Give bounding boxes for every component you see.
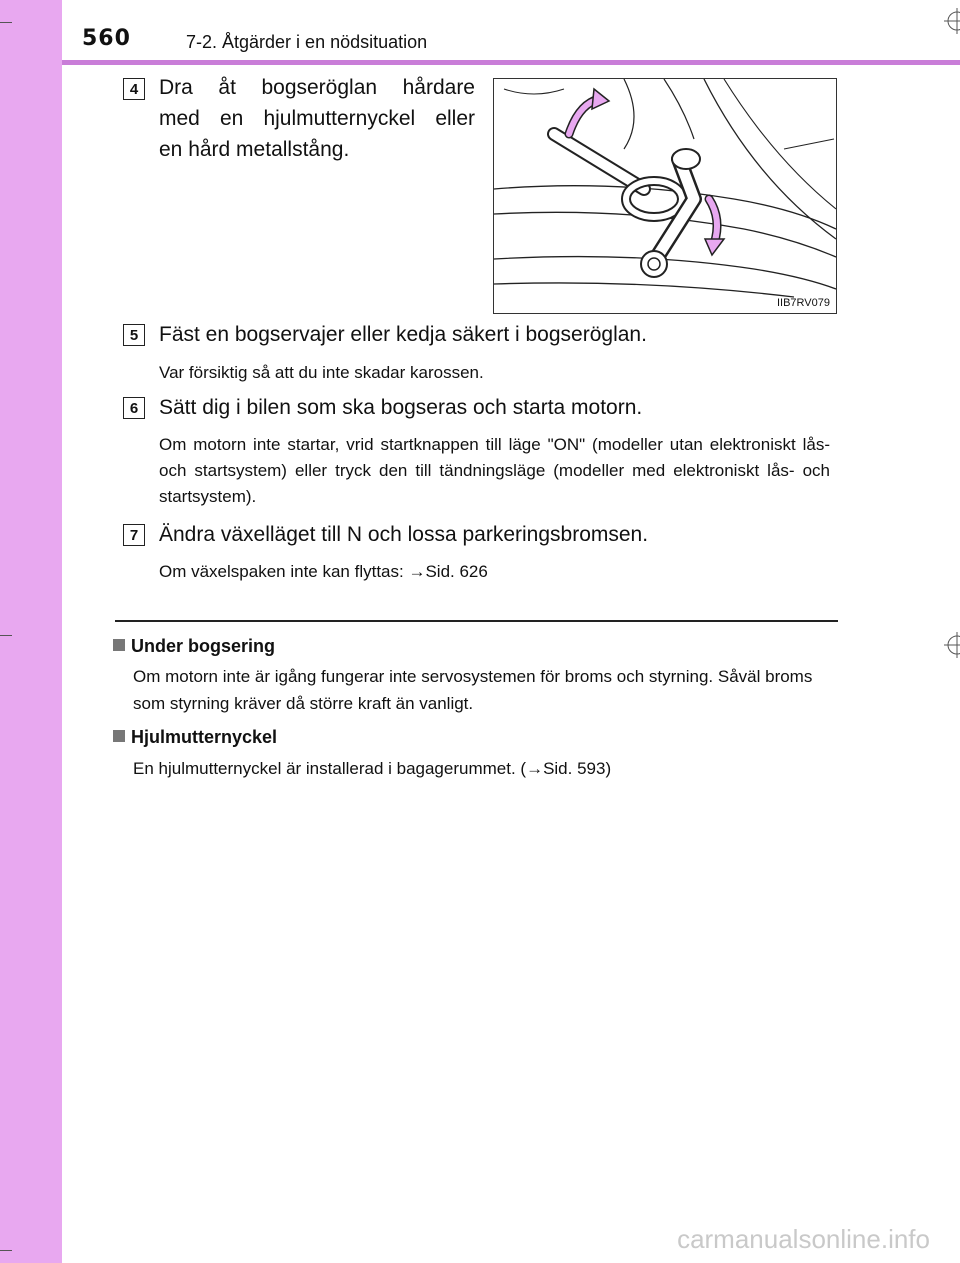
header-area bbox=[0, 0, 960, 60]
note-heading-under-bogsering bbox=[113, 636, 275, 657]
step-6-text: Sätt dig i bilen som ska bogseras och starta motorn. bbox=[159, 396, 643, 419]
wrench-tightening-illustration bbox=[494, 79, 836, 313]
illustration-code: IIB7RV079 bbox=[776, 297, 830, 309]
page-number: 560 bbox=[82, 26, 131, 51]
header-rule bbox=[62, 60, 960, 65]
step-number-6: 6 bbox=[123, 397, 145, 419]
note-heading-hjulmutternyckel bbox=[113, 727, 277, 748]
crop-mark bbox=[0, 1250, 12, 1251]
step-4-line: en hård metallstång. bbox=[159, 138, 350, 161]
note-text-under-bogsering: Om motorn inte är igång fungerar inte servosystemen för broms och styrning. Såväl broms som styrning kräver då större kraft än vanligt. bbox=[133, 667, 813, 713]
step-5-subtext: Var försiktig så att du inte skadar karossen. bbox=[159, 363, 484, 382]
watermark: carmanualsonline.info bbox=[677, 1224, 930, 1254]
tow-eyelet-illustration bbox=[493, 78, 837, 314]
note-heading-label: Under bogsering bbox=[131, 636, 276, 656]
square-bullet-icon bbox=[113, 639, 125, 651]
step-7-subtext: Om växelspaken inte kan flyttas: →Sid. 626 bbox=[159, 562, 488, 581]
step-6-subtext: Om motorn inte startar, vrid startknappen till läge "ON" (modeller utan elektroniskt lås- och startsystem) eller tryck den till tändningsläge (modeller med elektroniskt lås- och startsystem). bbox=[159, 435, 830, 506]
section-title: 7-2. Åtgärder i en nödsituation bbox=[186, 32, 428, 52]
step-4-line: med en hjulmutternyckel eller bbox=[159, 107, 475, 130]
step-number-7: 7 bbox=[123, 524, 145, 546]
step-4-line: Dra åt bogseröglan hårdare bbox=[159, 76, 475, 99]
registration-mark-icon bbox=[944, 8, 960, 34]
step-4-text bbox=[159, 72, 475, 165]
crop-mark bbox=[0, 635, 12, 636]
crop-mark bbox=[0, 22, 12, 23]
step-5-text: Fäst en bogservajer eller kedja säkert i bogseröglan. bbox=[159, 323, 647, 346]
square-bullet-icon bbox=[113, 730, 125, 742]
section-divider bbox=[115, 620, 838, 622]
step-number-4: 4 bbox=[123, 78, 145, 100]
step-7-text: Ändra växelläget till N och lossa parkeringsbromsen. bbox=[159, 523, 649, 546]
note-heading-label: Hjulmutternyckel bbox=[131, 727, 278, 747]
registration-mark-icon bbox=[944, 632, 960, 658]
step-number-5: 5 bbox=[123, 324, 145, 346]
side-color-band bbox=[0, 0, 62, 1263]
note-text-hjulmutternyckel: En hjulmutternyckel är installerad i bagagerummet. (→Sid. 593) bbox=[133, 759, 612, 778]
